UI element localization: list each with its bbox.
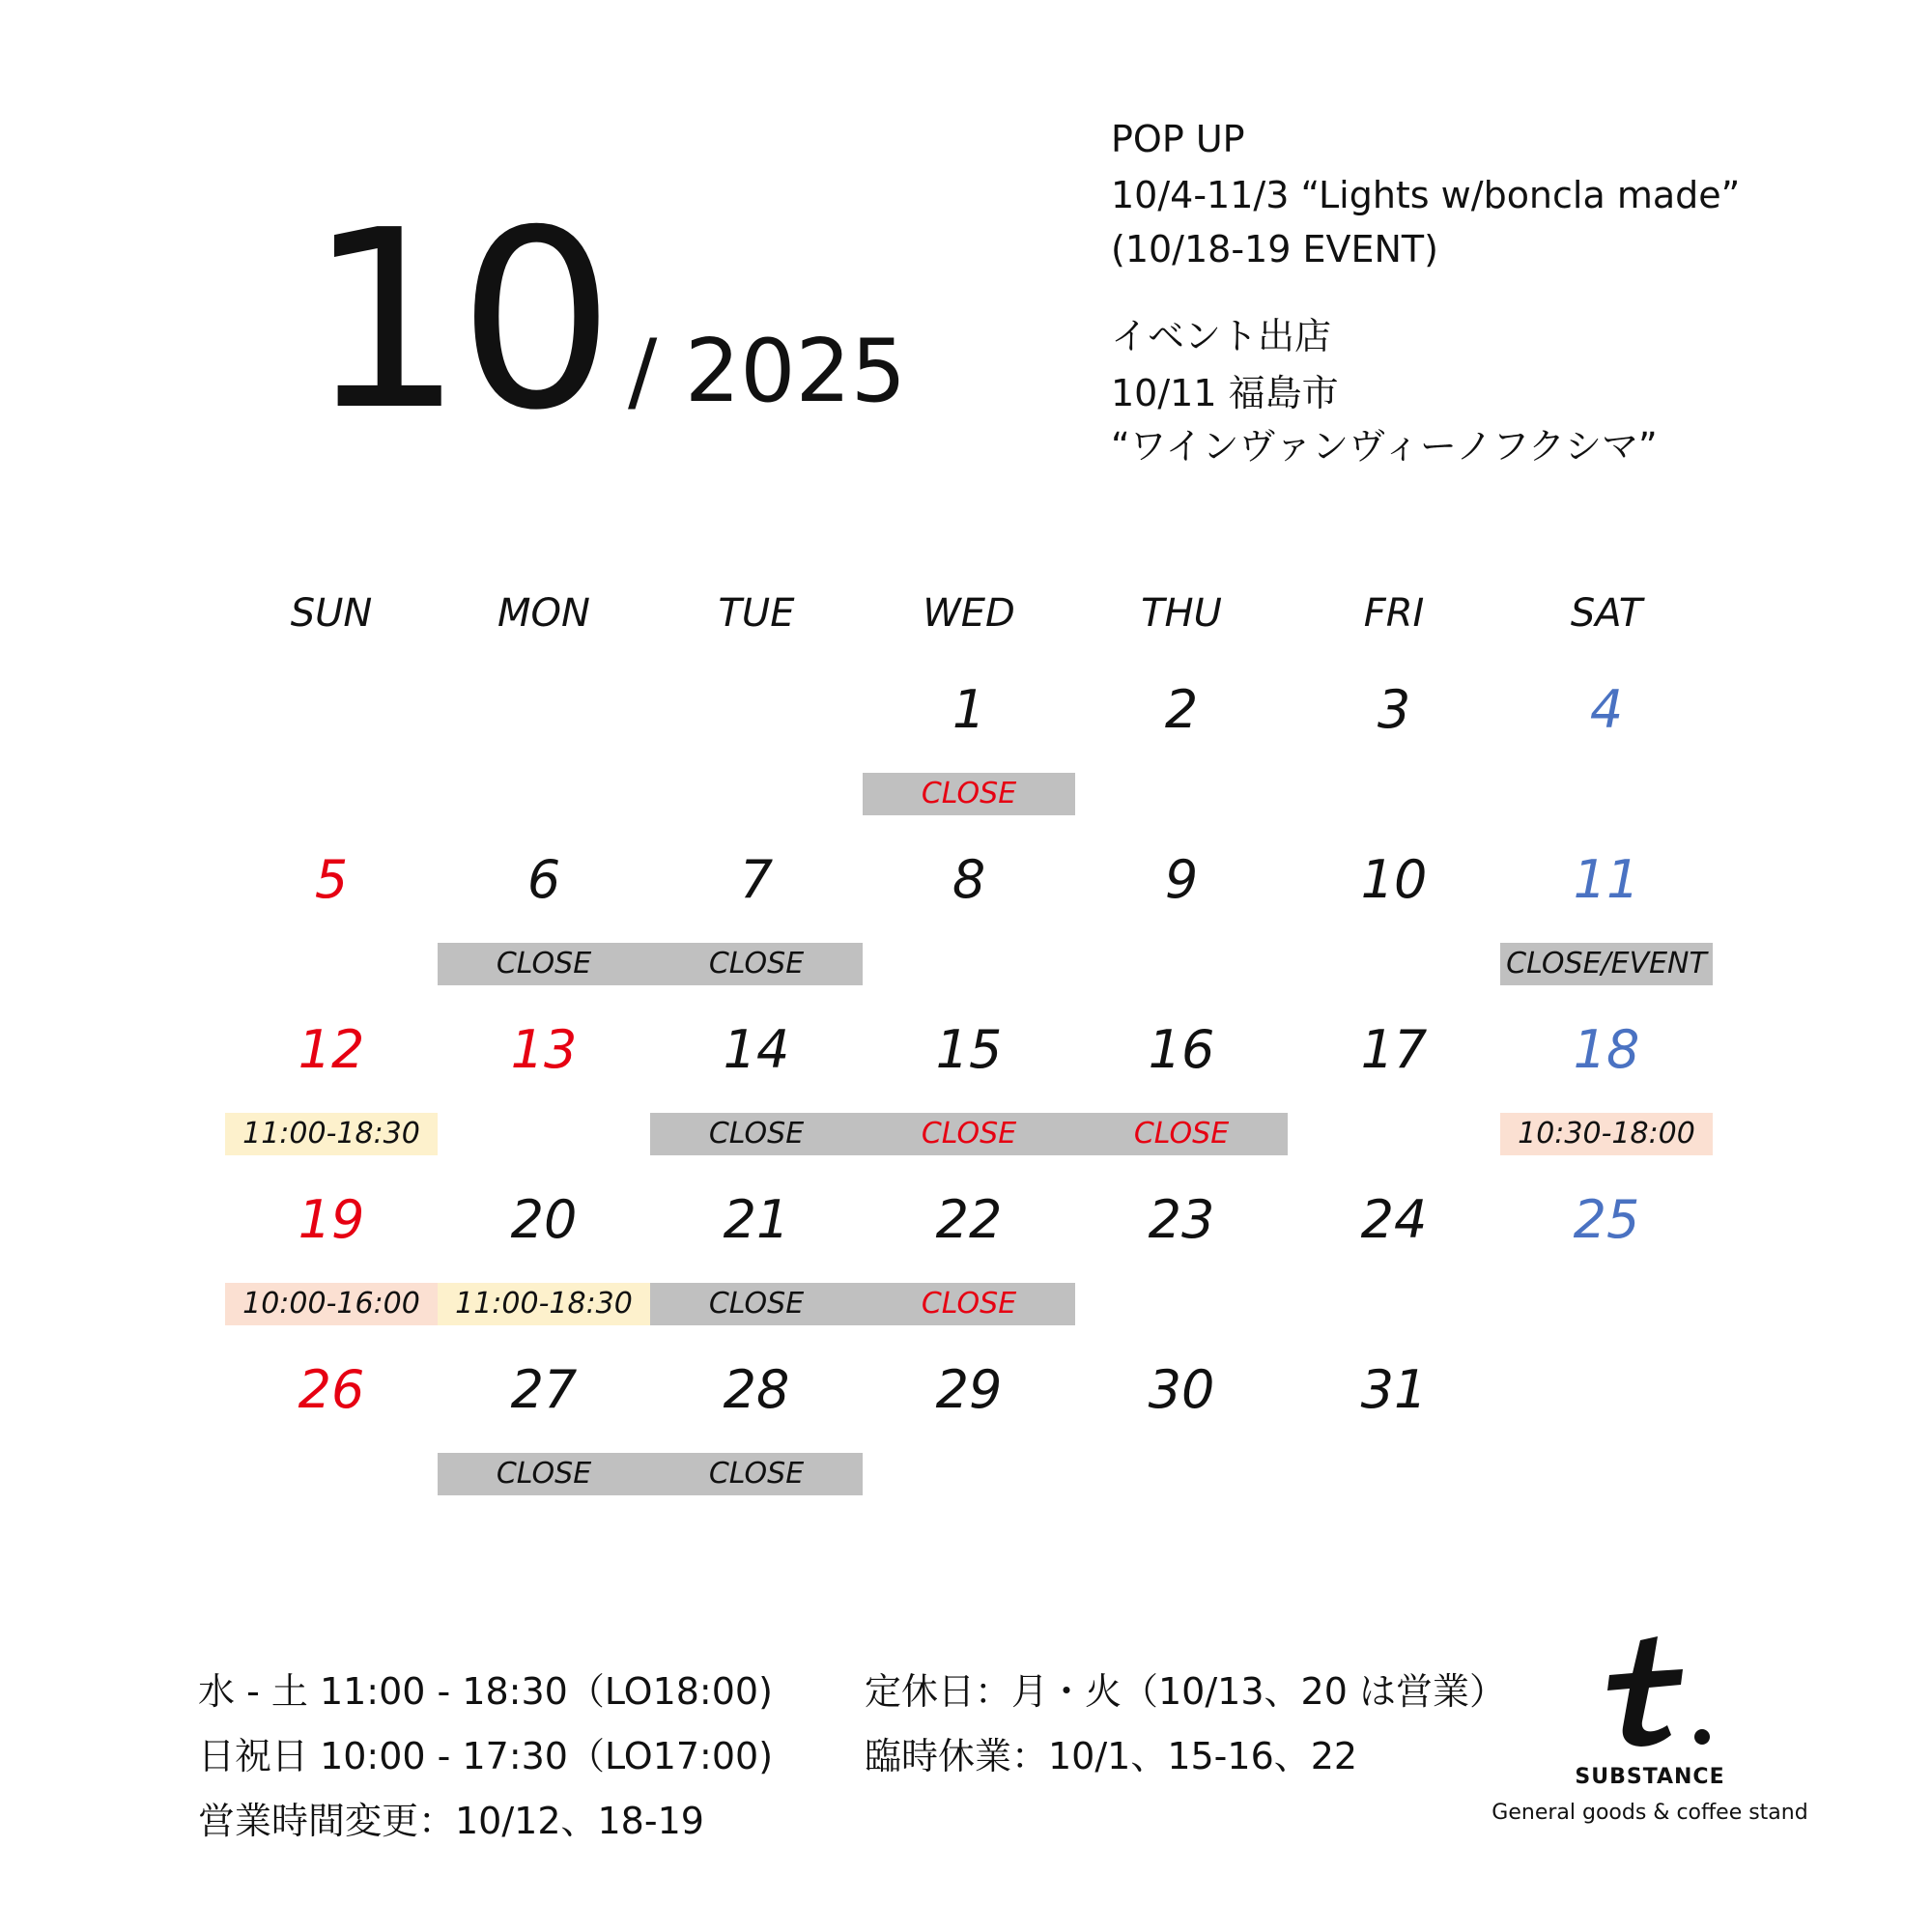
day-10: 10 xyxy=(1360,849,1428,910)
status-badge: CLOSE/EVENT xyxy=(1500,943,1713,985)
status-badge: CLOSE xyxy=(863,1283,1075,1325)
status-badge: CLOSE xyxy=(863,773,1075,815)
logo-subtitle: General goods & coffee stand xyxy=(1492,1801,1808,1825)
month-number: 10 xyxy=(307,178,610,465)
day-5: 5 xyxy=(314,849,349,910)
day-7: 7 xyxy=(739,849,774,910)
status-badge: CLOSE xyxy=(650,1113,863,1155)
status-badge: CLOSE xyxy=(438,943,650,985)
day-1: 1 xyxy=(952,679,986,740)
day-12: 12 xyxy=(298,1019,365,1080)
day-31: 31 xyxy=(1360,1359,1428,1420)
day-18: 18 xyxy=(1573,1019,1640,1080)
day-8: 8 xyxy=(952,849,986,910)
day-4: 4 xyxy=(1589,679,1624,740)
hours-change: 営業時間変更：10/12、18-19 xyxy=(198,1800,704,1842)
day-23: 23 xyxy=(1148,1189,1215,1250)
day-20: 20 xyxy=(510,1189,578,1250)
day-30: 30 xyxy=(1148,1359,1215,1420)
info-popup-title: POP UP xyxy=(1111,118,1245,160)
day-3: 3 xyxy=(1377,679,1411,740)
hours-weekday: 水 - 土 11:00 - 18:30（LO18:00) xyxy=(198,1670,773,1713)
info-event-title: イベント出店 xyxy=(1111,315,1332,357)
status-badge: 11:00-18:30 xyxy=(438,1283,650,1325)
info-popup-event: (10/18-19 EVENT) xyxy=(1111,228,1438,270)
day-19: 19 xyxy=(298,1189,365,1250)
logo-name: SUBSTANCE xyxy=(1575,1765,1725,1789)
weekday-sat: SAT xyxy=(1570,591,1643,636)
status-badge: CLOSE xyxy=(1075,1113,1288,1155)
day-25: 25 xyxy=(1573,1189,1640,1250)
day-24: 24 xyxy=(1360,1189,1428,1250)
regular-holiday: 定休日：月・火（10/13、20 は営業） xyxy=(865,1670,1506,1713)
day-13: 13 xyxy=(510,1019,578,1080)
status-badge: CLOSE xyxy=(650,1283,863,1325)
day-29: 29 xyxy=(935,1359,1003,1420)
day-16: 16 xyxy=(1148,1019,1215,1080)
day-28: 28 xyxy=(723,1359,790,1420)
status-badge: 10:00-16:00 xyxy=(225,1283,438,1325)
day-21: 21 xyxy=(723,1189,790,1250)
status-badge: CLOSE xyxy=(650,943,863,985)
day-9: 9 xyxy=(1164,849,1199,910)
day-11: 11 xyxy=(1573,849,1640,910)
info-popup-dates: 10/4-11/3 “Lights w/boncla made” xyxy=(1111,174,1741,216)
weekday-mon: MON xyxy=(497,591,590,636)
day-26: 26 xyxy=(298,1359,365,1420)
info-event-date: 10/11 福島市 xyxy=(1111,372,1339,414)
hours-holiday: 日祝日 10:00 - 17:30（LO17:00) xyxy=(198,1735,774,1777)
day-6: 6 xyxy=(526,849,561,910)
status-badge: CLOSE xyxy=(438,1453,650,1495)
day-15: 15 xyxy=(935,1019,1003,1080)
day-27: 27 xyxy=(510,1359,578,1420)
day-2: 2 xyxy=(1164,679,1199,740)
status-badge: CLOSE xyxy=(650,1453,863,1495)
weekday-thu: THU xyxy=(1141,591,1222,636)
weekday-fri: FRI xyxy=(1363,591,1425,636)
status-badge: 11:00-18:30 xyxy=(225,1113,438,1155)
weekday-sun: SUN xyxy=(290,591,373,636)
day-22: 22 xyxy=(935,1189,1003,1250)
temporary-closure: 臨時休業：10/1、15-16、22 xyxy=(865,1735,1358,1777)
day-14: 14 xyxy=(723,1019,790,1080)
weekday-wed: WED xyxy=(923,591,1015,636)
year-label: / 2025 xyxy=(628,321,906,422)
weekday-tue: TUE xyxy=(718,591,795,636)
status-badge: CLOSE xyxy=(863,1113,1075,1155)
substance-logo-icon xyxy=(1594,1633,1719,1758)
day-17: 17 xyxy=(1360,1019,1428,1080)
status-badge: 10:30-18:00 xyxy=(1500,1113,1713,1155)
info-event-name: “ワインヴァンヴィーノフクシマ” xyxy=(1111,425,1658,468)
